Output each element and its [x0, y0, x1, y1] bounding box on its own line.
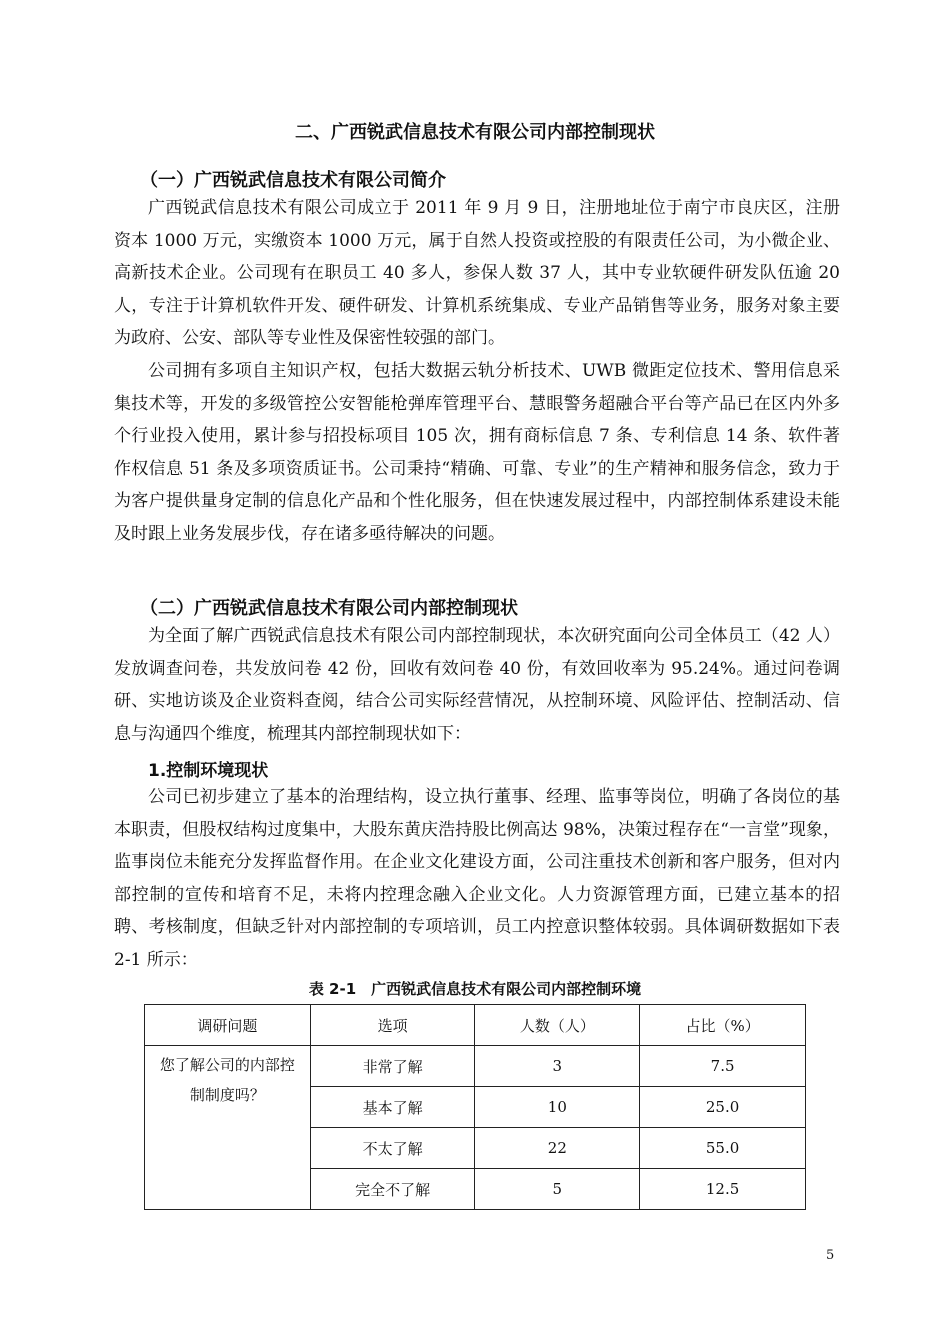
- table-caption: 表 2-1 广西锐武信息技术有限公司内部控制环境: [308, 980, 642, 998]
- header-question: 调研问题: [145, 1005, 311, 1046]
- page-number: 5: [826, 1248, 835, 1263]
- count-cell: 22: [475, 1128, 640, 1169]
- header-option: 选项: [310, 1005, 475, 1046]
- count-cell: 3: [475, 1046, 640, 1087]
- option-cell: 完全不了解: [310, 1169, 475, 1210]
- percent-cell: 55.0: [640, 1128, 806, 1169]
- percent-cell: 12.5: [640, 1169, 806, 1210]
- subsection-title-1: （一）广西锐武信息技术有限公司简介: [140, 170, 446, 191]
- count-cell: 5: [475, 1169, 640, 1210]
- table-row: [145, 1046, 806, 1087]
- section-title: 二、广西锐武信息技术有限公司内部控制现状: [295, 122, 655, 143]
- percent-cell: 25.0: [640, 1087, 806, 1128]
- paragraph-control-environment: 公司已初步建立了基本的治理结构，设立执行董事、经理、监事等岗位，明确了各岗位的基本职责，但股权结构过度集中，大股东黄庆浩持股比例高达 98%，决策过程存在“一言堂”现象，监事岗位未能充分发挥监督作用。在企业文化建设方面，公司注重技术创新和客户服务，但对内部控制的宣传和培育不足，未将内控理念融入企业文化。人力资源管理方面，已建立基本的招聘、考核制度，但缺乏针对内部控制的专项培训，员工内控意识整体较弱。具体调研数据如下表 2-1 所示：: [114, 787, 840, 970]
- percent-cell: 7.5: [640, 1046, 806, 1087]
- option-cell: 基本了解: [310, 1087, 475, 1128]
- header-count: 人数（人）: [475, 1005, 640, 1046]
- option-cell: 不太了解: [310, 1128, 475, 1169]
- table-header-row: [145, 1005, 806, 1046]
- count-cell: 10: [475, 1087, 640, 1128]
- paragraph-ip-and-products: 公司拥有多项自主知识产权，包括大数据云轨分析技术、UWB 微距定位技术、警用信息采集技术等，开发的多级管控公安智能枪弹库管理平台、慧眼警务超融合平台等产品已在区内外多个行业投入使用，累计参与招投标项目 105 次，拥有商标信息 7 条、专利信息 14 条、软件著作权信息 51 条及多项资质证书。公司秉持“精确、可靠、专业”的生产精神和服务信念，致力于为客户提供量身定制的信息化产品和个性化服务，但在快速发展过程中，内部控制体系建设未能及时跟上业务发展步伐，存在诸多亟待解决的问题。: [114, 361, 840, 544]
- subsection-title-2: （二）广西锐武信息技术有限公司内部控制现状: [140, 598, 518, 619]
- subsection-title-3: 1.控制环境现状: [148, 761, 269, 781]
- survey-table: [144, 1004, 806, 1210]
- paragraph-company-intro: 广西锐武信息技术有限公司成立于 2011 年 9 月 9 日，注册地址位于南宁市良庆区，注册资本 1000 万元，实缴资本 1000 万元，属于自然人投资或控股的有限责任公司，为小微企业、高新技术企业。公司现有在职员工 40 多人，参保人数 37 人，其中专业软硬件研发队伍逾 20 人，专注于计算机软件开发、硬件研发、计算机系统集成、专业产品销售等业务，服务对象主要为政府、公安、部队等专业性及保密性较强的部门。: [114, 198, 840, 349]
- paragraph-survey-overview: 为全面了解广西锐武信息技术有限公司内部控制现状，本次研究面向公司全体员工（42 人）发放调查问卷，共发放问卷 42 份，回收有效问卷 40 份，有效回收率为 95.24%。通过问卷调研、实地访谈及企业资料查阅，结合公司实际经营情况，从控制环境、风险评估、控制活动、信息与沟通四个维度，梳理其内部控制现状如下：: [114, 626, 840, 744]
- question-cell: 您了解公司的内部控制制度吗？: [145, 1046, 311, 1210]
- option-cell: 非常了解: [310, 1046, 475, 1087]
- header-percent: 占比（%）: [640, 1005, 806, 1046]
